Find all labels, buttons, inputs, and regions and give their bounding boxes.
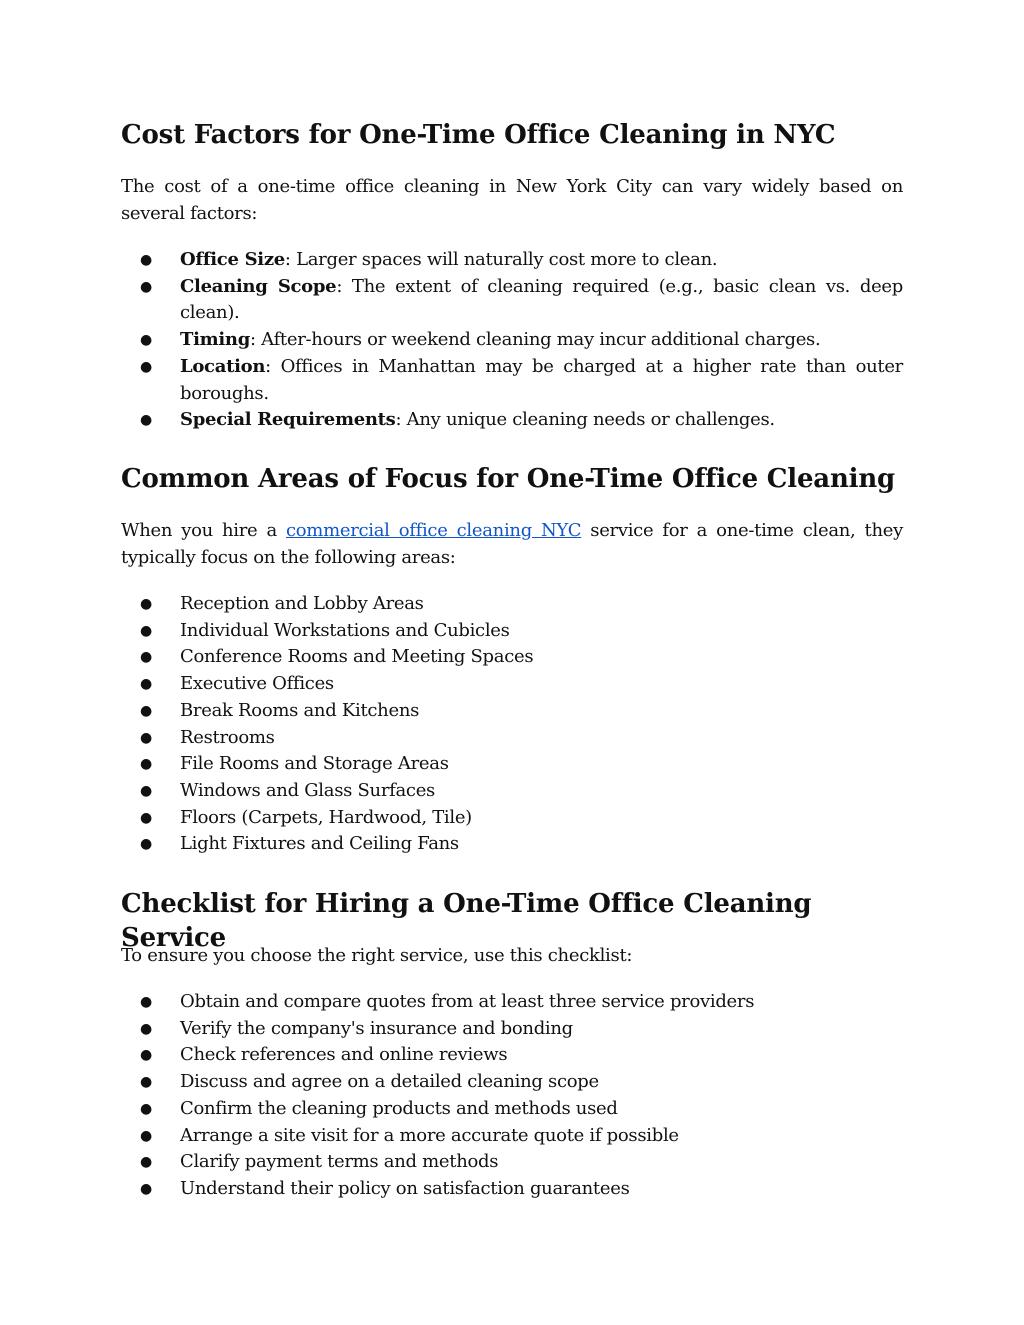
bullet-icon: ● [140, 252, 152, 268]
list-item [121, 618, 903, 645]
bullet-icon: ● [140, 836, 152, 853]
commercial-cleaning-link[interactable]: commercial office cleaning NYC [285, 520, 582, 541]
list-item-text: : The extent of cleaning required (e.g., basic clean vs. deep clean). [180, 275, 904, 324]
bullet-icon: ● [140, 412, 152, 429]
section-intro-checklist: To ensure you choose the right service, use this checklist: [121, 945, 633, 966]
list-item-label: Office Size [180, 249, 285, 270]
list-item-text: Light Fixtures and Ceiling Fans [180, 833, 459, 855]
list-item-text: Break Rooms and Kitchens [180, 699, 420, 721]
list-item-text: : Any unique cleaning needs or challenges. [395, 409, 775, 431]
list-item [121, 831, 903, 858]
list-item-text: Reception and Lobby Areas [180, 593, 424, 614]
bullet-icon: ● [140, 809, 152, 826]
intro-text-after: service for a one-time clean, they typically focus on the following areas: [121, 520, 903, 568]
bullet-icon: ● [140, 622, 152, 639]
list-item-text: : Offices in Manhattan may be charged at a higher rate than outer boroughs. [180, 355, 903, 404]
list-item-text: Windows and Glass Surfaces [180, 779, 435, 801]
list-item [121, 274, 903, 327]
list-item [121, 1149, 903, 1176]
bullet-icon: ● [140, 332, 152, 349]
hiring-checklist [121, 989, 903, 1203]
list-item-text: Obtain and compare quotes from at least three service providers [180, 991, 755, 1012]
list-item [121, 698, 903, 725]
list-item-text: Conference Rooms and Meeting Spaces [180, 646, 534, 668]
bullet-icon: ● [140, 596, 152, 612]
list-item [121, 1176, 903, 1203]
list-item-text: Floors (Carpets, Hardwood, Tile) [180, 806, 472, 828]
list-item-text: Check references and online reviews [180, 1044, 508, 1066]
bullet-icon: ● [140, 729, 152, 746]
list-item [121, 1123, 903, 1150]
list-item [121, 247, 903, 274]
list-item-text: Restrooms [180, 726, 275, 748]
list-item-text: Discuss and agree on a detailed cleaning scope [180, 1071, 599, 1093]
list-item [121, 725, 903, 752]
cost-factors-list [121, 247, 903, 434]
list-item-label: Timing [180, 329, 250, 351]
list-item [121, 805, 903, 832]
bullet-icon: ● [140, 1127, 152, 1144]
list-item [121, 671, 903, 698]
section-intro-cost-factors: The cost of a one-time office cleaning in New York City can vary widely based on several factors: [121, 176, 903, 224]
list-item-text: Individual Workstations and Cubicles [180, 619, 510, 641]
bullet-icon: ● [140, 278, 152, 295]
list-item-text: Clarify payment terms and methods [180, 1151, 499, 1173]
bullet-icon: ● [140, 782, 152, 799]
focus-areas-list [121, 591, 903, 858]
list-item [121, 327, 903, 354]
list-item-label: Cleaning Scope [180, 275, 337, 297]
list-item-text: : Larger spaces will naturally cost more to clean. [284, 249, 718, 270]
bullet-icon: ● [140, 1154, 152, 1171]
list-item [121, 778, 903, 805]
bullet-icon: ● [140, 358, 152, 375]
bullet-icon: ● [140, 1047, 152, 1064]
bullet-icon: ● [140, 676, 152, 693]
list-item [121, 1069, 903, 1096]
list-item-label: Location [180, 355, 266, 377]
list-item-text: Confirm the cleaning products and methods used [180, 1097, 618, 1119]
list-item-text: Understand their policy on satisfaction guarantees [180, 1177, 630, 1199]
bullet-icon: ● [140, 702, 152, 719]
bullet-icon: ● [140, 649, 152, 666]
list-item [121, 1096, 903, 1123]
list-item-label: Special Requirements [180, 409, 396, 431]
list-item [121, 644, 903, 671]
list-item [121, 751, 903, 778]
bullet-icon: ● [140, 1020, 152, 1037]
section-heading-cost-factors: Cost Factors for One-Time Office Cleaning in NYC [121, 120, 836, 150]
list-item [121, 354, 903, 407]
bullet-icon: ● [140, 994, 152, 1010]
list-item [121, 407, 903, 434]
list-item-text: File Rooms and Storage Areas [180, 753, 449, 775]
list-item [121, 1016, 903, 1043]
intro-text-before: When you hire a [121, 520, 286, 541]
bullet-icon: ● [140, 756, 152, 773]
list-item-text: Arrange a site visit for a more accurate quote if possible [180, 1124, 679, 1146]
bullet-icon: ● [140, 1074, 152, 1091]
section-heading-checklist: Checklist for Hiring a One-Time Office Cleaning Service [121, 889, 812, 953]
bullet-icon: ● [140, 1100, 152, 1117]
list-item-text: Verify the company's insurance and bonding [180, 1017, 573, 1039]
section-intro-common-areas [121, 518, 903, 571]
list-item [121, 1042, 903, 1069]
list-item-text: Executive Offices [180, 673, 334, 695]
section-heading-common-areas: Common Areas of Focus for One-Time Office Cleaning [121, 464, 896, 494]
list-item [121, 591, 903, 618]
bullet-icon: ● [140, 1180, 152, 1197]
list-item [121, 989, 903, 1016]
list-item-text: : After-hours or weekend cleaning may incur additional charges. [250, 329, 821, 351]
